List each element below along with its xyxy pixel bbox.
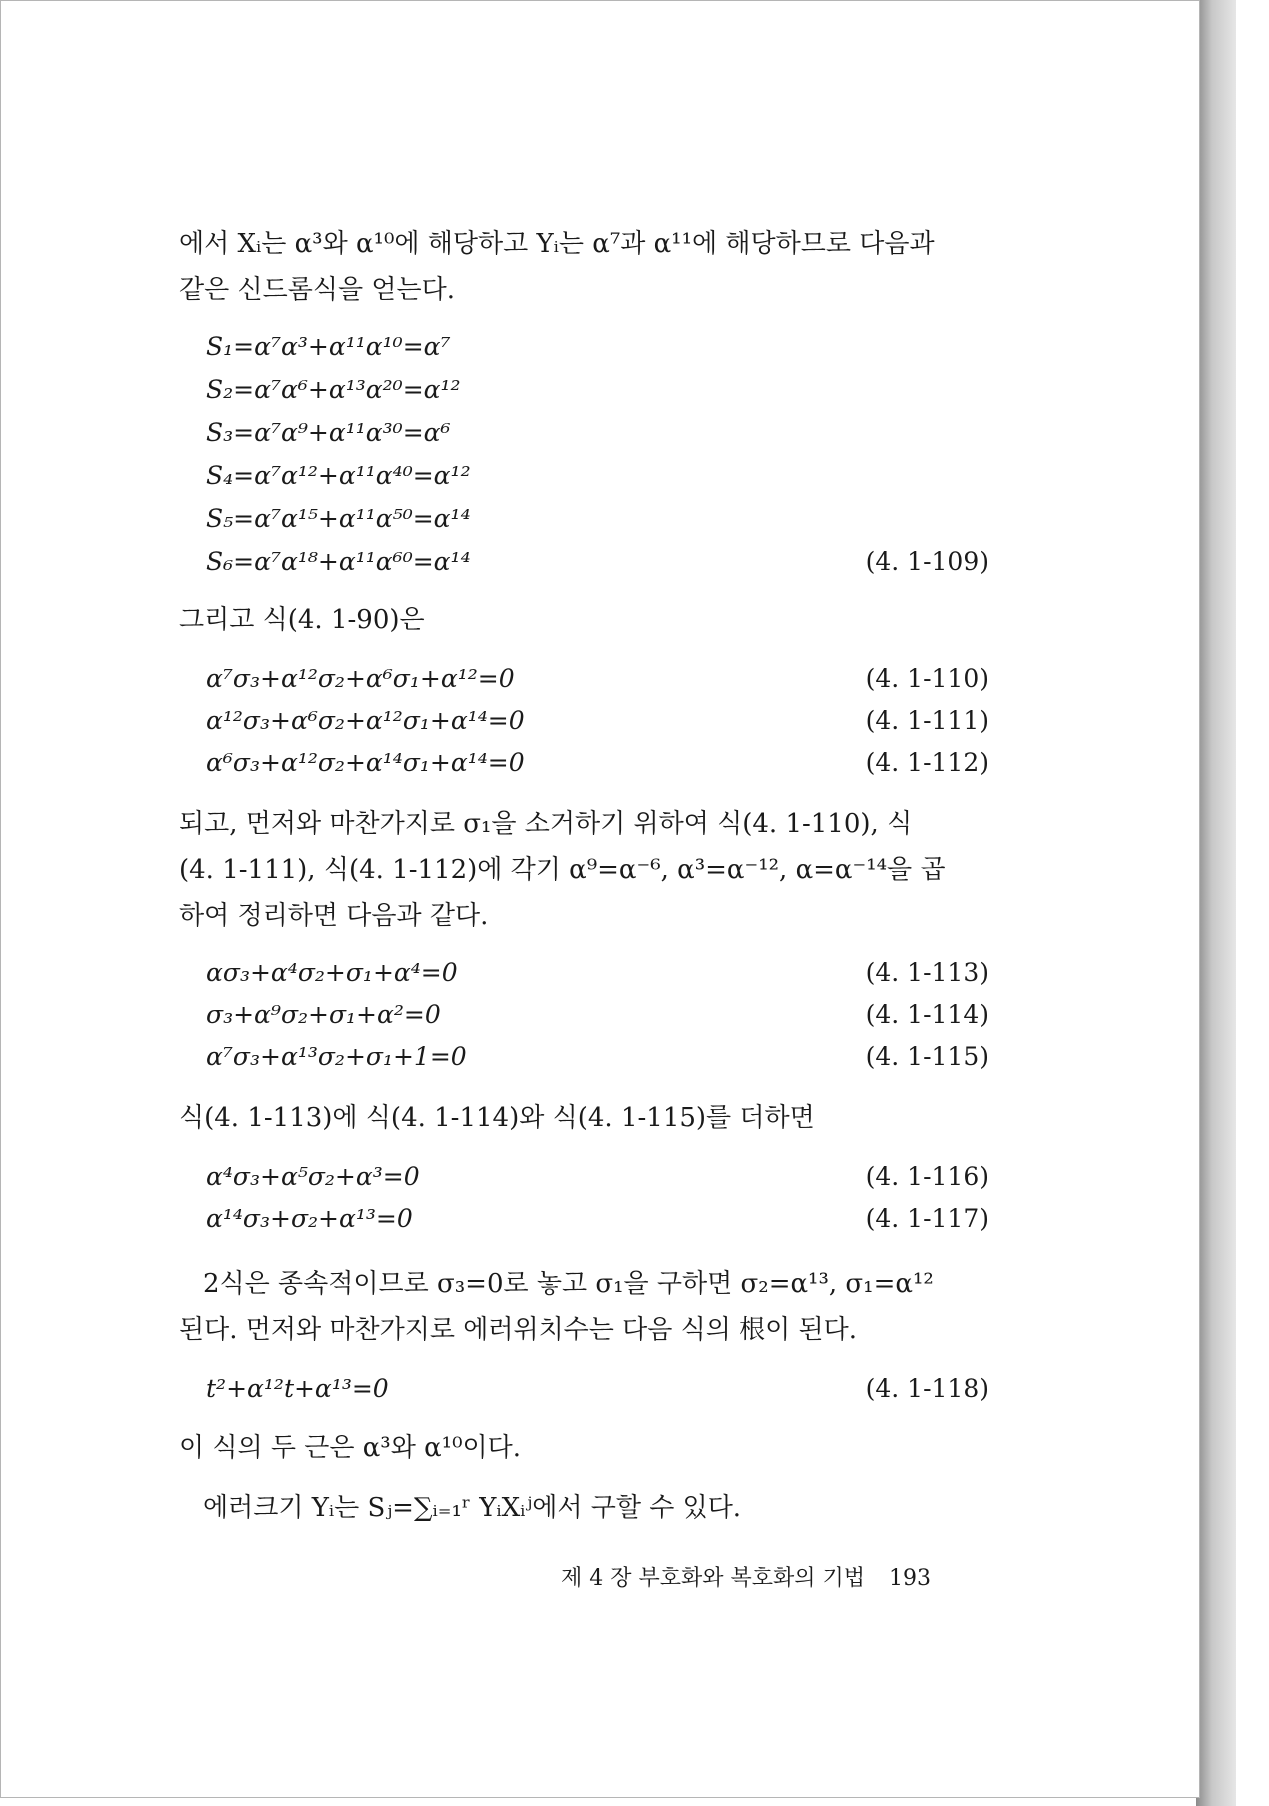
equation-number: (4. 1-111) bbox=[865, 706, 989, 735]
equation-row bbox=[206, 1157, 989, 1197]
equation: t²+α¹²t+α¹³=0 bbox=[206, 1374, 389, 1403]
equation-number: (4. 1-113) bbox=[865, 958, 989, 987]
equation: S₆=α⁷α¹⁸+α¹¹α⁶⁰=α¹⁴ bbox=[206, 547, 471, 576]
chapter-title: 제 4 장 부호화와 복호화의 기법 bbox=[561, 1566, 865, 1591]
text-line: (4. 1-111), 식(4. 1-112)에 각기 α⁹=α⁻⁶, α³=α⁻¹², α=α⁻¹⁴을 곱 bbox=[179, 855, 946, 885]
paragraph bbox=[179, 803, 989, 941]
equation-number: (4. 1-109) bbox=[865, 547, 989, 576]
paragraph bbox=[179, 1487, 989, 1529]
text-line: 하여 정리하면 다음과 같다. bbox=[179, 901, 489, 931]
paragraph bbox=[179, 599, 989, 641]
equation: ασ₃+α⁴σ₂+σ₁+α⁴=0 bbox=[206, 958, 458, 987]
text-line: 2식은 종속적이므로 σ₃=0로 놓고 σ₁을 구하면 σ₂=α¹³, σ₁=α¹² bbox=[203, 1269, 934, 1299]
equation-row bbox=[206, 413, 989, 453]
equation-row bbox=[206, 953, 989, 993]
text-line: 에러크기 Yᵢ는 Sⱼ=∑ᵢ₌₁ʳ YᵢXᵢʲ에서 구할 수 있다. bbox=[203, 1493, 742, 1523]
equation-number: (4. 1-116) bbox=[865, 1162, 989, 1191]
equation: α⁷σ₃+α¹³σ₂+σ₁+1=0 bbox=[206, 1042, 467, 1071]
paragraph bbox=[179, 1097, 989, 1139]
equation: S₃=α⁷α⁹+α¹¹α³⁰=α⁶ bbox=[206, 418, 451, 447]
equation-number: (4. 1-112) bbox=[865, 748, 989, 777]
equation: α⁴σ₃+α⁵σ₂+α³=0 bbox=[206, 1162, 420, 1191]
paragraph bbox=[179, 1263, 989, 1355]
equation-row bbox=[206, 1037, 989, 1077]
equation-row bbox=[206, 1369, 989, 1409]
equation-row bbox=[206, 542, 989, 582]
page-number: 193 bbox=[889, 1566, 931, 1591]
equation: S₂=α⁷α⁶+α¹³α²⁰=α¹² bbox=[206, 375, 461, 404]
equation-row bbox=[206, 499, 989, 539]
paragraph bbox=[179, 1427, 989, 1469]
equation: S₁=α⁷α³+α¹¹α¹⁰=α⁷ bbox=[206, 332, 451, 361]
equation: S₄=α⁷α¹²+α¹¹α⁴⁰=α¹² bbox=[206, 461, 471, 490]
page-edge-shadow bbox=[1196, 0, 1236, 1806]
equation-row bbox=[206, 743, 989, 783]
running-footer bbox=[561, 1561, 931, 1592]
text-line: 되고, 먼저와 마찬가지로 σ₁을 소거하기 위하여 식(4. 1-110), 식 bbox=[179, 809, 913, 839]
equation-number: (4. 1-118) bbox=[865, 1374, 989, 1403]
intro-paragraph bbox=[179, 223, 989, 311]
text-line: 에서 Xᵢ는 α³와 α¹⁰에 해당하고 Yᵢ는 α⁷과 α¹¹에 해당하므로 다음과 bbox=[179, 229, 935, 259]
equation-number: (4. 1-117) bbox=[865, 1204, 989, 1233]
text-line: 식(4. 1-113)에 식(4. 1-114)와 식(4. 1-115)를 더하면 bbox=[179, 1103, 815, 1133]
equation: α⁷σ₃+α¹²σ₂+α⁶σ₁+α¹²=0 bbox=[206, 664, 515, 693]
equation-row bbox=[206, 456, 989, 496]
equation-row bbox=[206, 995, 989, 1035]
equation-number: (4. 1-114) bbox=[865, 1000, 989, 1029]
equation-row bbox=[206, 1199, 989, 1239]
equation-row bbox=[206, 659, 989, 699]
equation: α⁶σ₃+α¹²σ₂+α¹⁴σ₁+α¹⁴=0 bbox=[206, 748, 525, 777]
text-line: 이 식의 두 근은 α³와 α¹⁰이다. bbox=[179, 1433, 522, 1463]
equation: α¹²σ₃+α⁶σ₂+α¹²σ₁+α¹⁴=0 bbox=[206, 706, 525, 735]
text-line: 그리고 식(4. 1-90)은 bbox=[179, 605, 425, 635]
equation-number: (4. 1-110) bbox=[865, 664, 989, 693]
equation-number: (4. 1-115) bbox=[865, 1042, 989, 1071]
text-line: 된다. 먼저와 마찬가지로 에러위치수는 다음 식의 根이 된다. bbox=[179, 1315, 858, 1345]
equation: σ₃+α⁹σ₂+σ₁+α²=0 bbox=[206, 1000, 441, 1029]
text-line: 같은 신드롬식을 얻는다. bbox=[179, 275, 455, 305]
equation-row bbox=[206, 701, 989, 741]
equation: α¹⁴σ₃+σ₂+α¹³=0 bbox=[206, 1204, 413, 1233]
equation-row bbox=[206, 370, 989, 410]
equation: S₅=α⁷α¹⁵+α¹¹α⁵⁰=α¹⁴ bbox=[206, 504, 471, 533]
equation-row bbox=[206, 327, 989, 367]
